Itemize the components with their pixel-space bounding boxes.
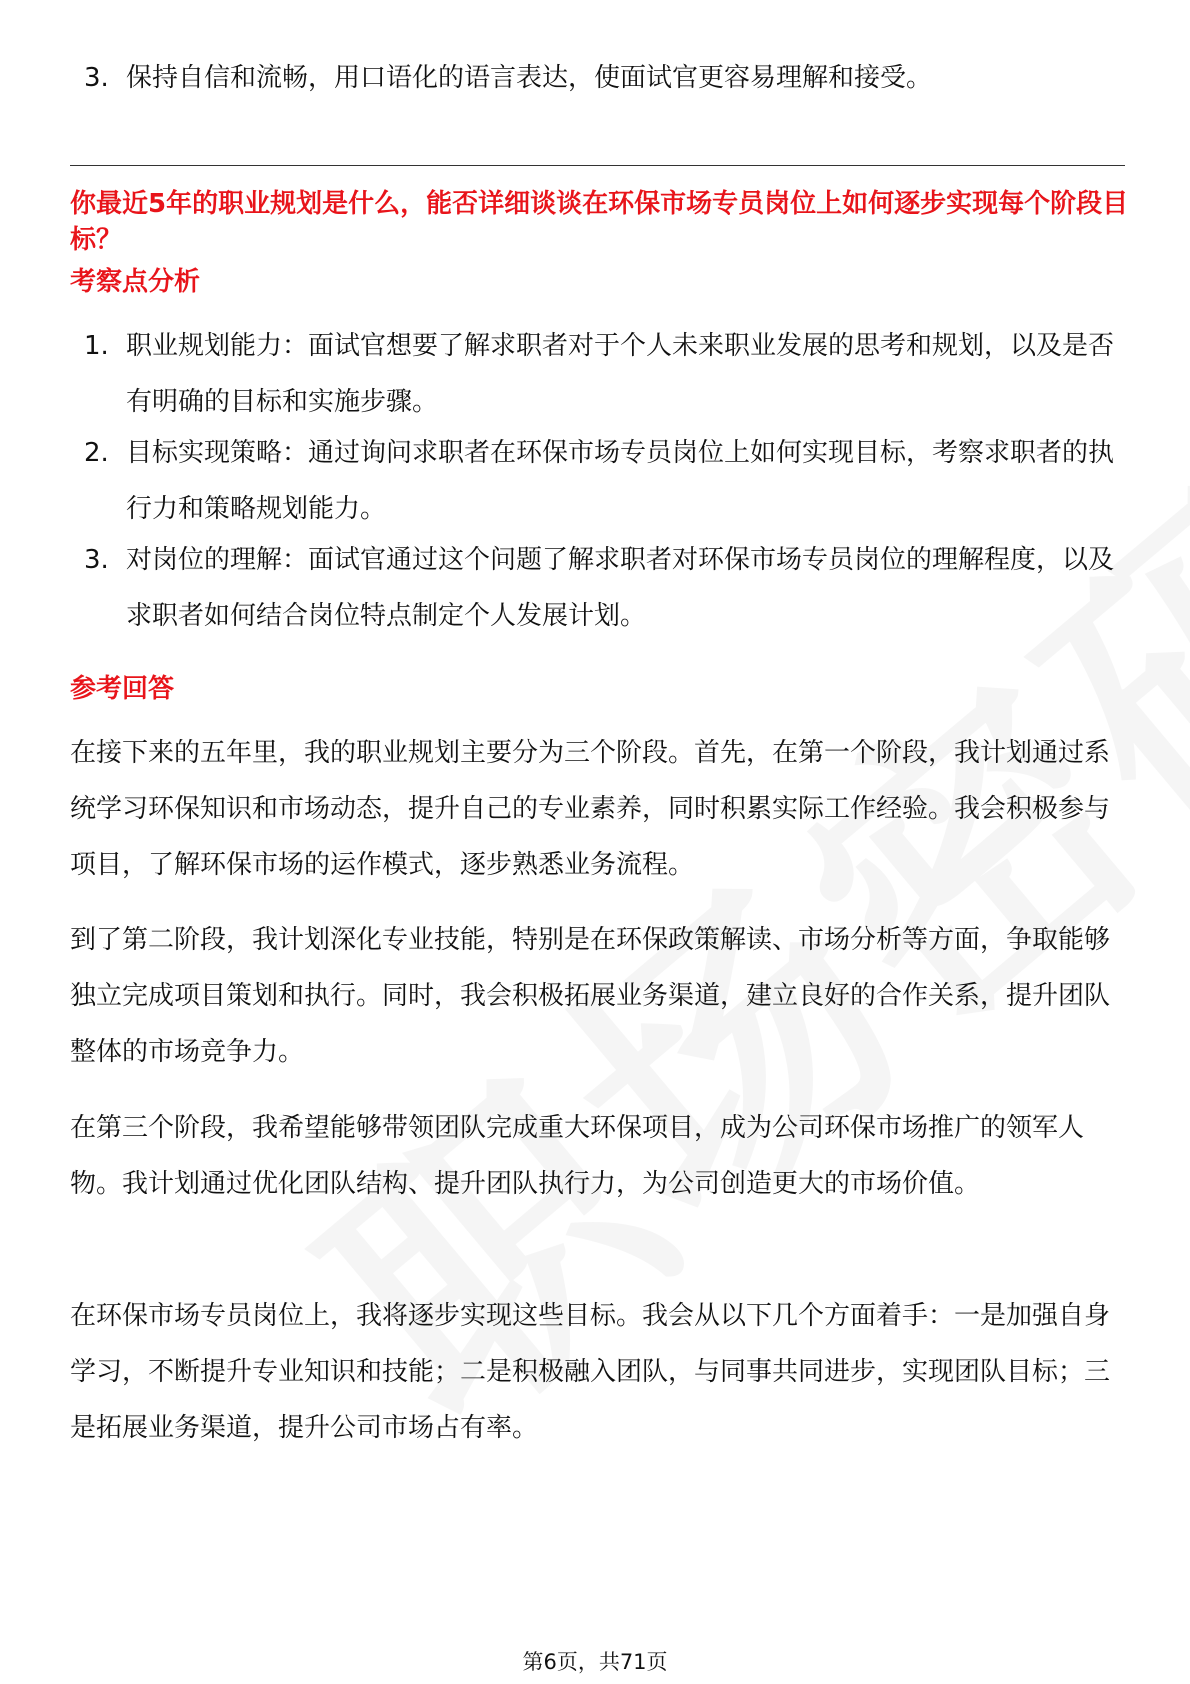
answer-paragraph-4: 在环保市场专员岗位上，我将逐步实现这些目标。我会从以下几个方面着手：一是加强自身学习，不断提升专业知识和技能；二是积极融入团队，与同事共同进步，实现团队目标；三是拓展业务渠道，提升公司市场占有率。 bbox=[70, 1301, 1111, 1443]
list-number: 3. bbox=[84, 545, 109, 575]
answer-paragraph-1: 在接下来的五年里，我的职业规划主要分为三个阶段。首先，在第一个阶段，我计划通过系统学习环保知识和市场动态，提升自己的专业素养，同时积累实际工作经验。我会积极参与项目，了解环保市场的运作模式，逐步熟悉业务流程。 bbox=[70, 738, 1111, 880]
answer-paragraph-2: 到了第二阶段，我计划深化专业技能，特别是在环保政策解读、市场分析等方面，争取能够独立完成项目策划和执行。同时，我会积极拓展业务渠道，建立良好的合作关系，提升团队整体的市场竞争力。 bbox=[70, 925, 1111, 1067]
answer-title: 参考回答 bbox=[70, 674, 175, 704]
analysis-item-2 bbox=[84, 425, 1124, 537]
answer-paragraph-3: 在第三个阶段，我希望能够带领团队完成重大环保项目，成为公司环保市场推广的领军人物。我计划通过优化团队结构、提升团队执行力，为公司创造更大的市场价值。 bbox=[70, 1113, 1085, 1199]
list-text: 对岗位的理解：面试官通过这个问题了解求职者对环保市场专员岗位的理解程度，以及求职者如何结合岗位特点制定个人发展计划。 bbox=[126, 545, 1115, 631]
list-number: 3. bbox=[84, 63, 109, 93]
list-text: 职业规划能力：面试官想要了解求职者对于个人未来职业发展的思考和规划，以及是否有明确的目标和实施步骤。 bbox=[126, 331, 1115, 417]
analysis-title: 考察点分析 bbox=[70, 267, 201, 297]
list-text: 保持自信和流畅，用口语化的语言表达，使面试官更容易理解和接受。 bbox=[126, 63, 933, 93]
analysis-item-1 bbox=[84, 318, 1124, 430]
analysis-item-3 bbox=[84, 532, 1124, 644]
section-divider bbox=[70, 165, 1125, 166]
question-heading: 你最近5年的职业规划是什么，能否详细谈谈在环保市场专员岗位上如何逐步实现每个阶段目标？ bbox=[70, 189, 1129, 255]
list-text: 目标实现策略：通过询问求职者在环保市场专员岗位上如何实现目标，考察求职者的执行力和策略规划能力。 bbox=[126, 438, 1115, 524]
list-item-prev-3 bbox=[84, 50, 1124, 106]
page-footer: 第6页，共71页 bbox=[522, 1650, 668, 1674]
list-number: 2. bbox=[84, 438, 109, 468]
list-number: 1. bbox=[84, 331, 109, 361]
